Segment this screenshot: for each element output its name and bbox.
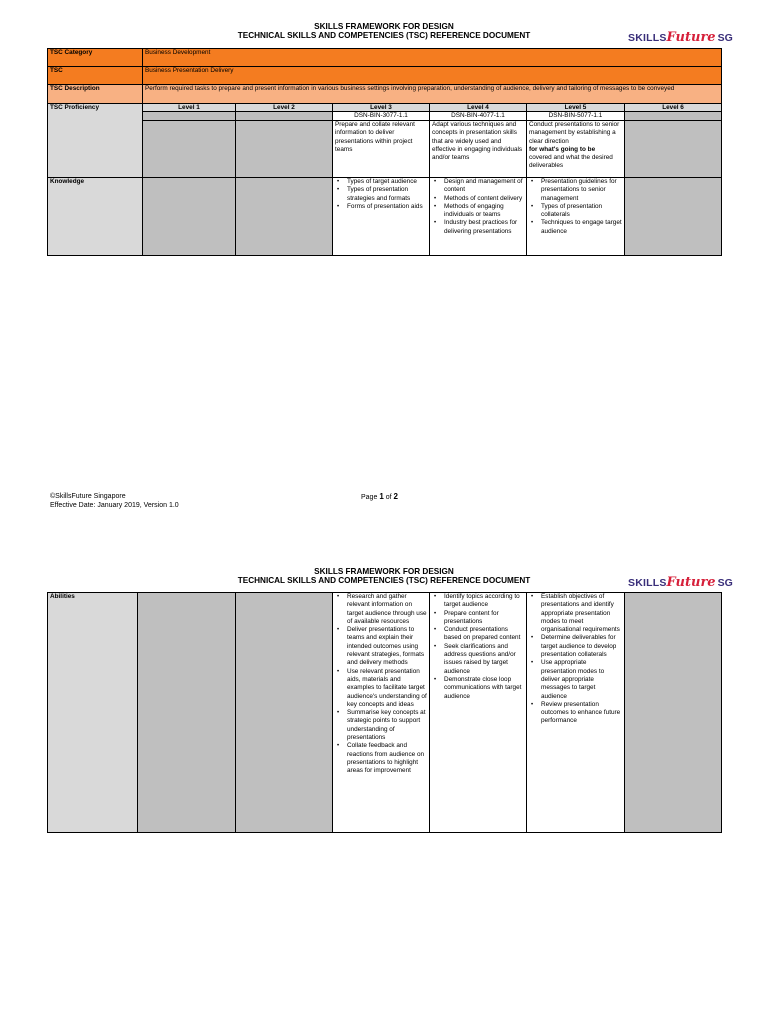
knowledge-l1 xyxy=(143,178,236,256)
level-5-desc: Conduct presentations to senior management by establishing a clear direction for what's going to be covered and what the desired deliverables xyxy=(527,121,625,178)
skillsfuture-logo: SKILLSFuture SG xyxy=(628,30,733,45)
skillsfuture-logo: SKILLSFuture SG xyxy=(628,575,733,590)
knowledge-l5 xyxy=(527,178,625,256)
tsc-category-value: Business Development xyxy=(143,49,722,67)
tsc-category-label: TSC Category xyxy=(48,49,143,67)
level-4-header: Level 4 xyxy=(430,104,527,112)
list-item: • Prepare content for presentations xyxy=(432,610,524,627)
abilities-l2 xyxy=(236,593,333,833)
list-item: • Types of presentation strategies and formats xyxy=(335,186,427,203)
header-line1: SKILLS FRAMEWORK FOR DESIGN xyxy=(314,22,454,31)
tsc-label: TSC xyxy=(48,67,143,85)
knowledge-l3 xyxy=(333,178,430,256)
list-item: • Industry best practices for delivering presentations xyxy=(432,219,524,236)
list-item: • Demonstrate close loop communications with target audience xyxy=(432,676,524,701)
tsc-description-label: TSC Description xyxy=(48,85,143,104)
list-item: • Types of target audience xyxy=(335,178,427,186)
tsc-value: Business Presentation Delivery xyxy=(143,67,722,85)
list-item: • Design and management of content xyxy=(432,178,524,195)
abilities-l1 xyxy=(138,593,236,833)
tsc-table-page1 xyxy=(47,48,722,256)
tsc-proficiency-label: TSC Proficiency xyxy=(48,104,143,178)
level-3-code: DSN-BIN-3077-1.1 xyxy=(333,112,430,121)
list-item: • Techniques to engage target audience xyxy=(529,219,622,236)
level-6-desc xyxy=(625,121,722,178)
list-item: • Use relevant presentation aids, materials and examples to facilitate target audience's understanding of key concepts and ideas xyxy=(335,668,427,709)
abilities-l4 xyxy=(430,593,527,833)
footer-left xyxy=(50,492,179,510)
level-3-header: Level 3 xyxy=(333,104,430,112)
list-item: • Seek clarifications and address questions and/or issues raised by target audience xyxy=(432,643,524,676)
level-5-header: Level 5 xyxy=(527,104,625,112)
level-6-code xyxy=(625,112,722,121)
level-2-header: Level 2 xyxy=(236,104,333,112)
level-2-code xyxy=(236,112,333,121)
list-item: • Determine deliverables for target audience to develop presentation collaterals xyxy=(529,634,622,659)
tsc-table-page2 xyxy=(47,592,722,833)
page-number: Page 1 of 2 xyxy=(361,492,398,501)
list-item: • Research and gather relevant information on target audience through use of available resources xyxy=(335,593,427,626)
level-1-header: Level 1 xyxy=(143,104,236,112)
knowledge-l2 xyxy=(236,178,333,256)
list-item: • Methods of engaging individuals or teams xyxy=(432,203,524,220)
knowledge-l4 xyxy=(430,178,527,256)
level-4-desc: Adapt various techniques and concepts in presentation skills that are widely used and effective in engaging individuals and/or teams xyxy=(430,121,527,178)
knowledge-l6 xyxy=(625,178,722,256)
header-line1: SKILLS FRAMEWORK FOR DESIGN xyxy=(314,567,454,576)
list-item: • Deliver presentations to teams and explain their intended outcomes using relevant strategies, formats and delivery methods xyxy=(335,626,427,667)
list-item: • Use appropriate presentation modes to deliver appropriate messages to target audience xyxy=(529,659,622,700)
level-6-header: Level 6 xyxy=(625,104,722,112)
footer-effective-date: Effective Date: January 2019, Version 1.0 xyxy=(50,502,179,509)
list-item: • Establish objectives of presentations and identify appropriate presentation modes to meet organisational requirements xyxy=(529,593,622,634)
list-item: • Identify topics according to target audience xyxy=(432,593,524,610)
list-item: • Conduct presentations based on prepared content xyxy=(432,626,524,643)
list-item: • Types of presentation collaterals xyxy=(529,203,622,220)
abilities-l3 xyxy=(333,593,430,833)
list-item: • Collate feedback and reactions from audience on presentations to highlight areas for improvement xyxy=(335,742,427,775)
level-1-code xyxy=(143,112,236,121)
header-line2: TECHNICAL SKILLS AND COMPETENCIES (TSC) REFERENCE DOCUMENT xyxy=(237,31,531,40)
abilities-label: Abilities xyxy=(48,593,138,833)
level-3-desc: Prepare and collate relevant information to deliver presentations within project teams xyxy=(333,121,430,178)
list-item: • Review presentation outcomes to enhance future performance xyxy=(529,701,622,726)
knowledge-label: Knowledge xyxy=(48,178,143,256)
abilities-l5 xyxy=(527,593,625,833)
tsc-description-value: Perform required tasks to prepare and present information in various business settings involving preparation, understanding of audience, delivery and tailoring of messages to be conveyed xyxy=(143,85,722,104)
level-1-desc xyxy=(143,121,236,178)
list-item: • Methods of content delivery xyxy=(432,195,524,203)
header-line2: TECHNICAL SKILLS AND COMPETENCIES (TSC) REFERENCE DOCUMENT xyxy=(237,576,531,585)
footer-copyright: ©SkillsFuture Singapore xyxy=(50,493,126,500)
list-item: • Summarise key concepts at strategic points to support understanding of presentations xyxy=(335,709,427,742)
list-item: • Forms of presentation aids xyxy=(335,203,427,211)
abilities-l6 xyxy=(625,593,722,833)
list-item: • Presentation guidelines for presentations to senior management xyxy=(529,178,622,203)
level-2-desc xyxy=(236,121,333,178)
level-5-code: DSN-BIN-5077-1.1 xyxy=(527,112,625,121)
level-4-code: DSN-BIN-4077-1.1 xyxy=(430,112,527,121)
